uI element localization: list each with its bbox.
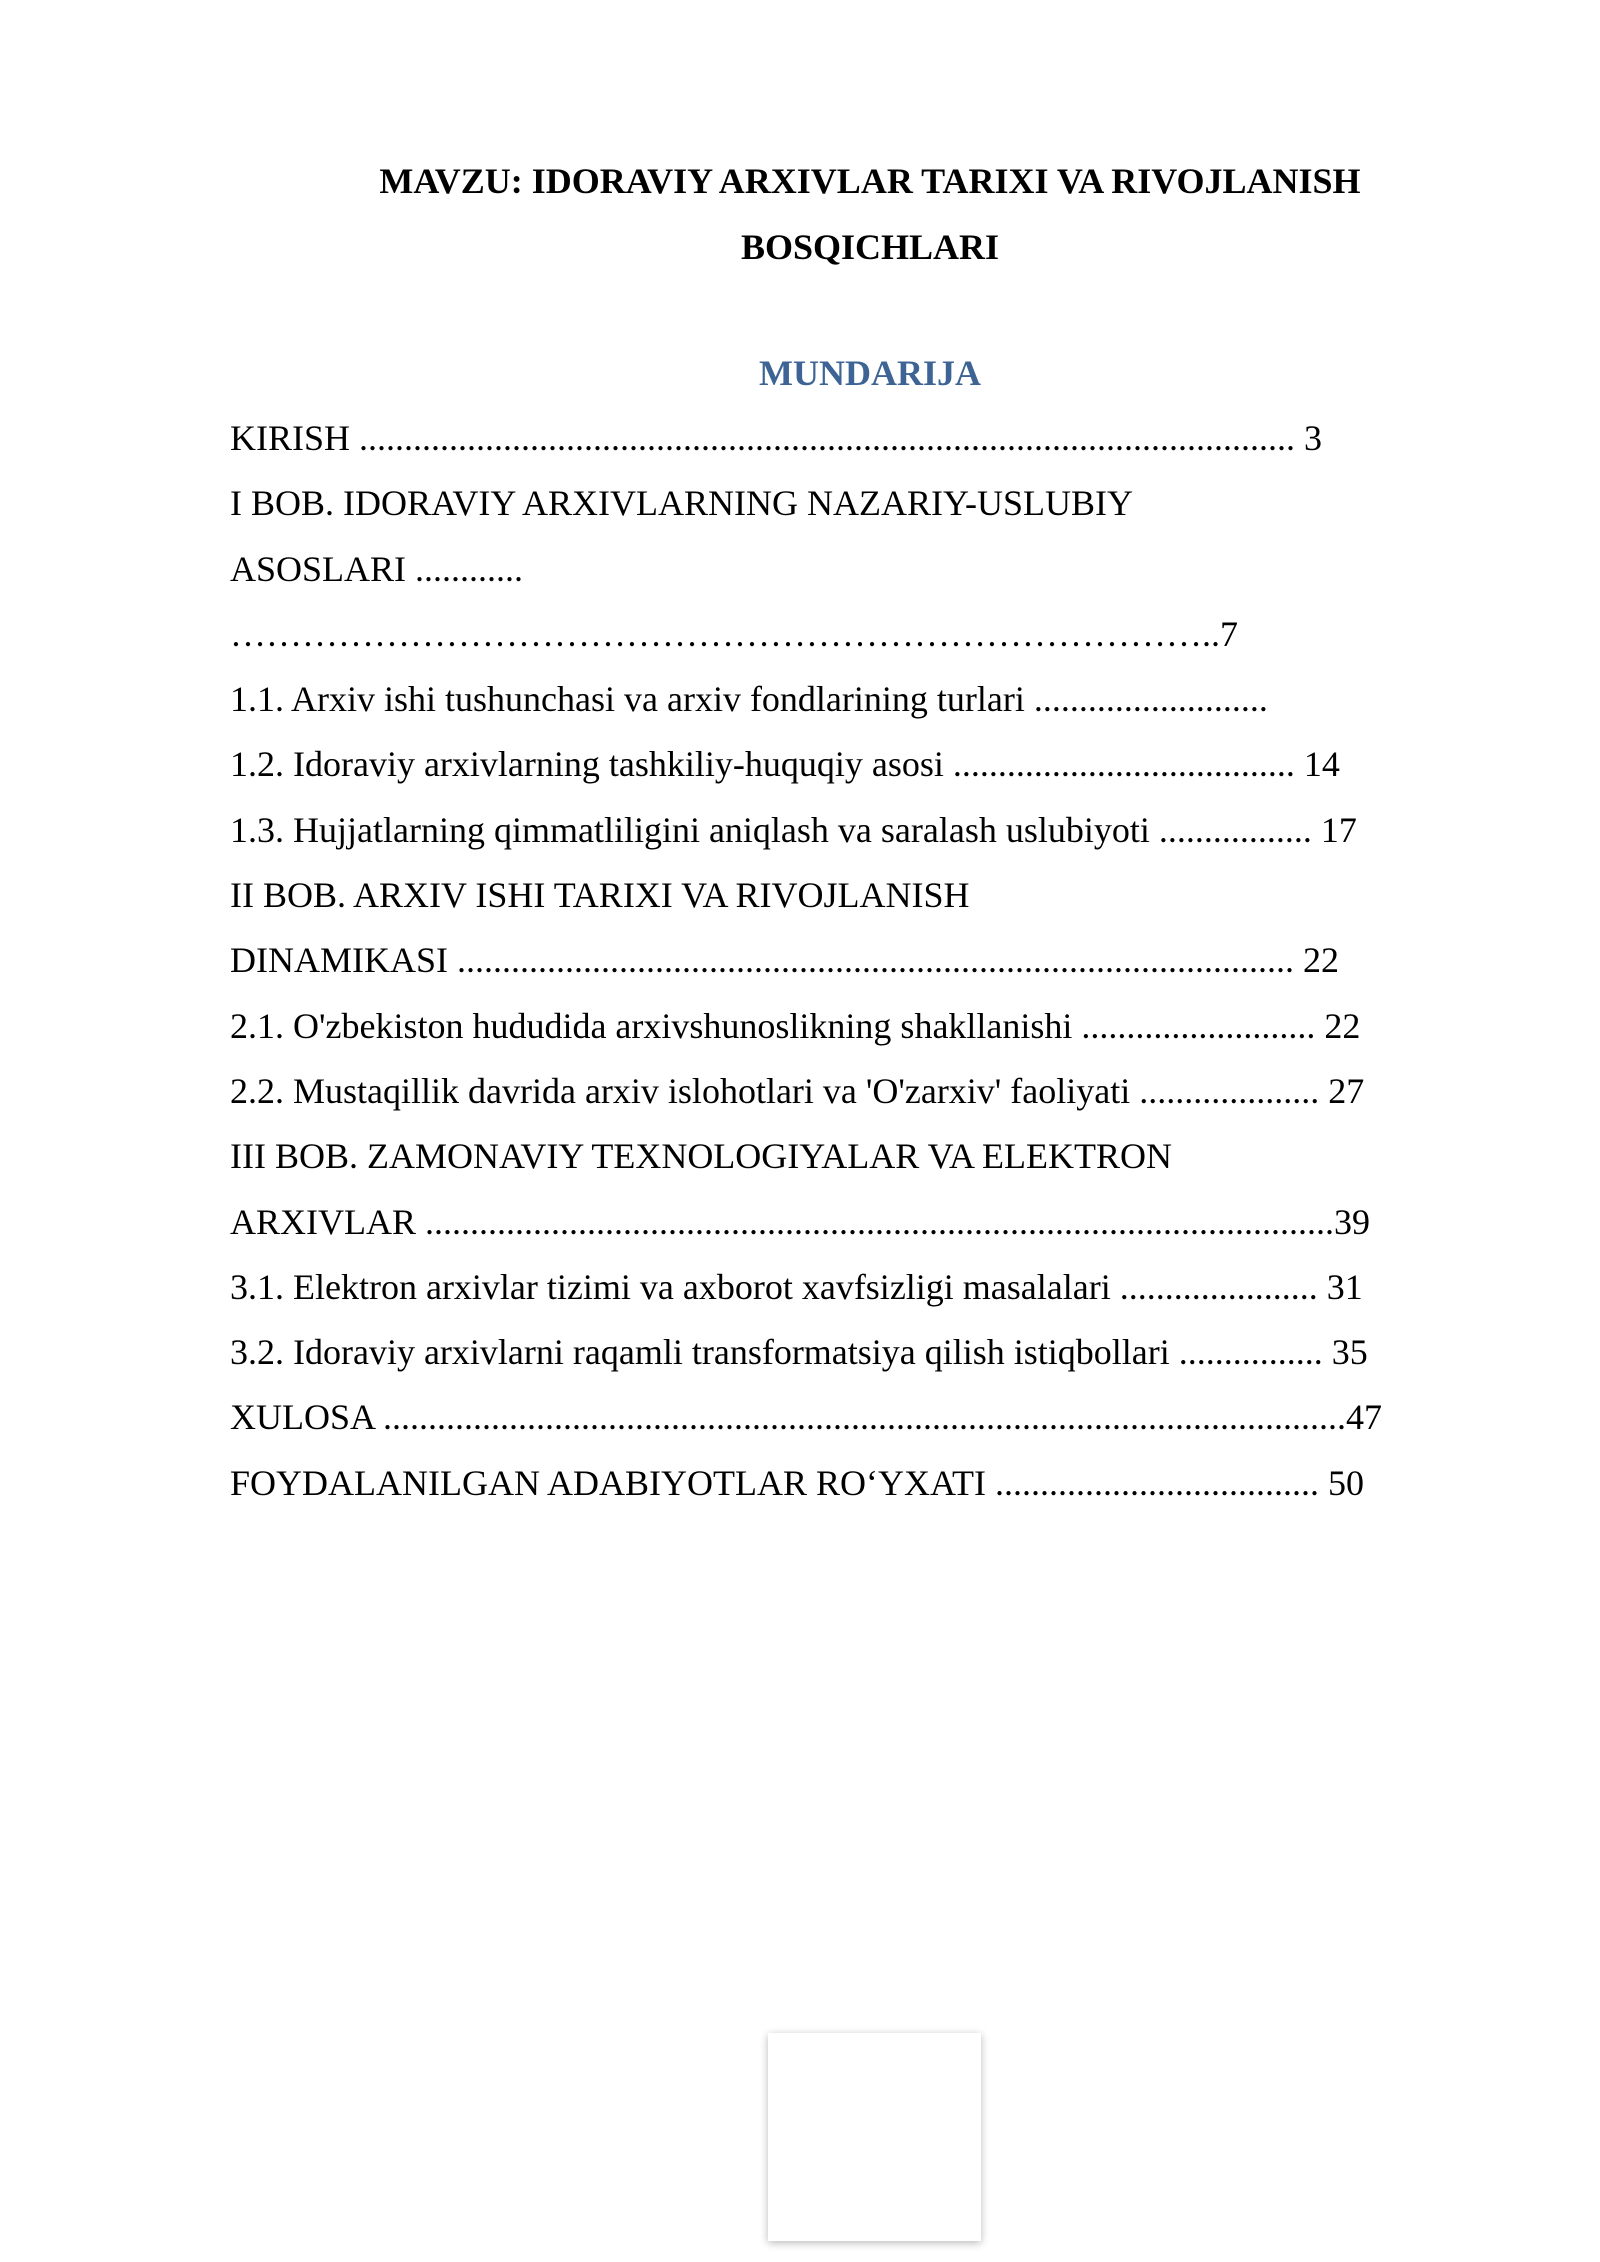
- toc-entry: 1.3. Hujjatlarning qimmatliligini aniqlash va saralash uslubiyoti ................. 17: [230, 809, 1357, 850]
- toc-entry: FOYDALANILGAN ADABIYOTLAR RO‘YXATI .................................... 50: [230, 1462, 1364, 1503]
- document-title: [230, 148, 1510, 280]
- toc-entry: KIRISH ........................................................................................................ 3: [230, 418, 1323, 458]
- toc-heading: MUNDARIJA: [759, 353, 981, 393]
- toc-entry: ASOSLARI ............: [230, 548, 524, 589]
- toc-entry: II BOB. ARXIV ISHI TARIXI VA RIVOJLANISH: [230, 875, 970, 916]
- toc-entry: ………………………………………………………………………..7: [230, 613, 1238, 654]
- toc-entry: III BOB. ZAMONAVIY TEXNOLOGIYALAR VA ELEKTRON: [230, 1136, 1172, 1177]
- toc-entry: 3.2. Idoraviy arxivlarni raqamli transformatsiya qilish istiqbollari ................ 35: [230, 1332, 1368, 1373]
- document-title-line-1: MAVZU: IDORAVIY ARXIVLAR TARIXI VA RIVOJLANISH: [379, 161, 1361, 201]
- toc-entry: ARXIVLAR .....................................................................................................39: [230, 1201, 1370, 1242]
- toc-entry: DINAMIKASI ............................................................................................. 22: [230, 940, 1339, 981]
- toc-entry: I BOB. IDORAVIY ARXIVLARNING NAZARIY-USLUBIY: [230, 483, 1133, 524]
- toc-entry: 2.2. Mustaqillik davrida arxiv islohotlari va 'O'zarxiv' faoliyati .................... 27: [230, 1070, 1365, 1111]
- page-number-box: [768, 2033, 981, 2241]
- toc-entry: 3.1. Elektron arxivlar tizimi va axborot xavfsizligi masalalari ...................... 31: [230, 1266, 1363, 1307]
- toc-entry: XULOSA ...........................................................................................................47: [230, 1397, 1383, 1438]
- toc-entry: 1.1. Arxiv ishi tushunchasi va arxiv fondlarining turlari ..........................: [230, 679, 1268, 720]
- table-of-contents: [230, 406, 1510, 1516]
- toc-entry: 2.1. O'zbekiston hududida arxivshunoslikning shakllanishi .......................... 22: [230, 1005, 1361, 1046]
- document-title-line-2: BOSQICHLARI: [740, 227, 1000, 267]
- toc-entry: 1.2. Idoraviy arxivlarning tashkiliy-huquqiy asosi ...................................... 14: [230, 744, 1340, 785]
